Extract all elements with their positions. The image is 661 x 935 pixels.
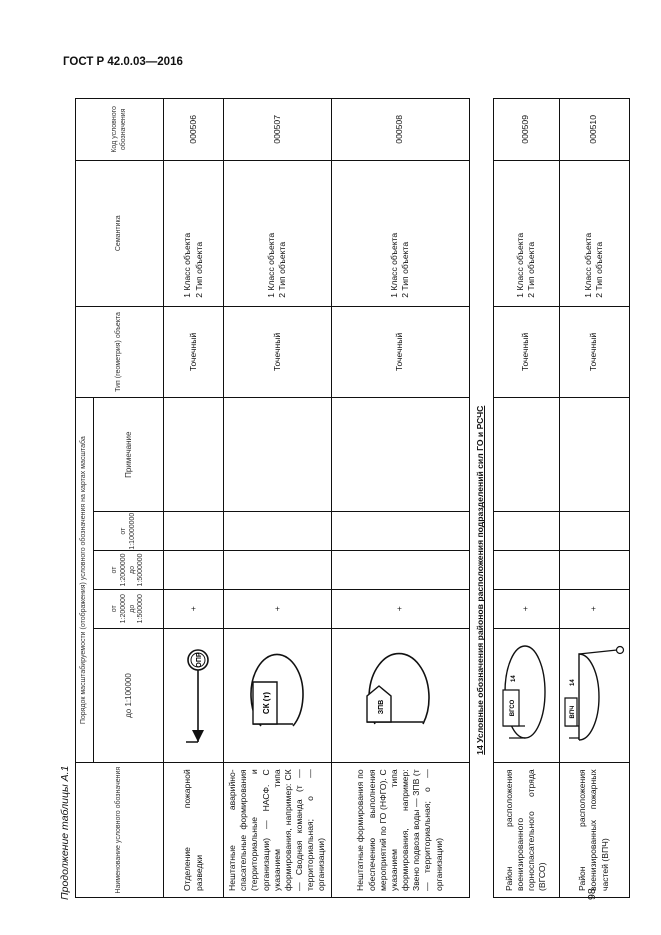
scale-1-mark: + (331, 589, 469, 628)
page-number: 98 (586, 888, 598, 900)
section-title: 14 Условные обозначения районов расположения подразделений сил ГО и РСЧС (475, 405, 486, 755)
semantics-2: 2 Тип объекта (400, 241, 411, 298)
row-name: Нештатные аварийно-спасательные формирования (территориальные и организации) — НАСФ. С указанием типа формирования, например: СК — Сводная команда (т — территориальная; о — организации) (224, 763, 332, 898)
scale-3-mark (224, 512, 332, 551)
code-cell: 000507 (224, 99, 332, 161)
semantics-1: 1 Класс объекта (388, 232, 399, 298)
semantics-2: 2 Тип объекта (277, 241, 288, 298)
col-header-scale-1: до 1:100000 (94, 628, 164, 763)
scale-2-mark (164, 551, 224, 590)
scale-3-mark (331, 512, 469, 551)
scale-1-mark: + (559, 589, 629, 628)
code-cell: 000510 (559, 99, 629, 161)
rotated-table-sheet (55, 90, 610, 900)
nasf-symbol-icon (227, 637, 327, 755)
col-header-scale-group: Порядок масштабируемости (отображения) условного обозначения на картах масштаба (76, 398, 94, 763)
semantics-2: 2 Тип объекта (193, 241, 204, 298)
symbol-cell (493, 628, 559, 763)
symbol-label: ВПЧ (570, 706, 577, 719)
geometry-cell: Точечный (331, 306, 469, 397)
code-cell: 000508 (331, 99, 469, 161)
note-cell (493, 398, 559, 512)
semantics-cell (559, 160, 629, 306)
symbol-number: 14 (570, 679, 577, 687)
semantics-2: 2 Тип объекта (526, 241, 537, 298)
semantics-cell (164, 160, 224, 306)
semantics-cell (493, 160, 559, 306)
col-header-scale-2: от 1:200000 до 1:500000 (94, 589, 164, 628)
table-row (559, 99, 629, 898)
semantics-2: 2 Тип объекта (594, 241, 605, 298)
code-cell: 000509 (493, 99, 559, 161)
semantics-1: 1 Класс объекта (182, 232, 193, 298)
geometry-cell: Точечный (493, 306, 559, 397)
separator-left (469, 763, 493, 898)
symbol-cell (164, 628, 224, 763)
table-caption: Продолжение таблицы А.1 (59, 765, 71, 900)
row-name: Нештатные формирования по обеспечению выполнения мероприятий по ГО (НФГО). С указанием типа формирования, например: Звено подвоза воды — ЗПВ (т — территориальная; о — организации) (331, 763, 469, 898)
scale-3-mark (164, 512, 224, 551)
symbol-label: ОПР (195, 652, 203, 669)
col-header-geometry: Тип (геометрия) объекта (76, 306, 164, 397)
row-name: Район расположения военизированного горноспасательного отряда (ВГСО) (493, 763, 559, 898)
note-cell (559, 398, 629, 512)
table-row (493, 99, 559, 898)
scale-1-mark: + (224, 589, 332, 628)
vpch-symbol-icon (561, 637, 627, 755)
col-header-code: Код условного обозначения (76, 99, 164, 161)
semantics-cell (224, 160, 332, 306)
scale-1-mark: + (493, 589, 559, 628)
col-header-note: Примечание (94, 398, 164, 512)
table-row (164, 99, 224, 898)
nfgo-symbol-icon (335, 637, 465, 755)
document-header: ГОСТ Р 42.0.03—2016 (63, 56, 183, 68)
scale-2-mark (331, 551, 469, 590)
code-cell: 000506 (164, 99, 224, 161)
vgso-symbol-icon (495, 637, 557, 755)
note-cell (224, 398, 332, 512)
section-title-cell (469, 99, 493, 763)
semantics-1: 1 Класс объекта (582, 232, 593, 298)
section-separator-row (469, 99, 493, 898)
col-header-name: Наименование условного обозначения (76, 763, 164, 898)
row-name: Отделение пожарной разведки (164, 763, 224, 898)
symbol-label: ВГСО (510, 700, 517, 717)
col-header-semantics: Семантика (76, 160, 164, 306)
semantics-1: 1 Класс объекта (514, 232, 525, 298)
geometry-cell: Точечный (164, 306, 224, 397)
col-header-scale-3: от 1:2000000 до 1:5000000 (94, 551, 164, 590)
note-cell (164, 398, 224, 512)
scale-2-mark (224, 551, 332, 590)
row-name: Район расположения военизированных пожарных частей (ВПЧ) (559, 763, 629, 898)
col-header-scale-4: от 1:10000000 (94, 512, 164, 551)
note-cell (331, 398, 469, 512)
semantics-cell (331, 160, 469, 306)
symbol-cell (224, 628, 332, 763)
scale-3-mark (493, 512, 559, 551)
geometry-cell: Точечный (224, 306, 332, 397)
scale-2-mark (559, 551, 629, 590)
symbols-table (75, 98, 630, 898)
geometry-cell: Точечный (559, 306, 629, 397)
scale-3-mark (559, 512, 629, 551)
symbol-cell (559, 628, 629, 763)
symbol-number: 14 (511, 675, 518, 683)
symbol-label: СК (т) (262, 692, 272, 715)
fire-recon-symbol-icon (166, 637, 222, 755)
symbol-cell (331, 628, 469, 763)
table-row (224, 99, 332, 898)
semantics-1: 1 Класс объекта (266, 232, 277, 298)
table-row (331, 99, 469, 898)
symbol-label: ЗПВ (378, 700, 386, 715)
scale-2-mark (493, 551, 559, 590)
scale-1-mark: + (164, 589, 224, 628)
